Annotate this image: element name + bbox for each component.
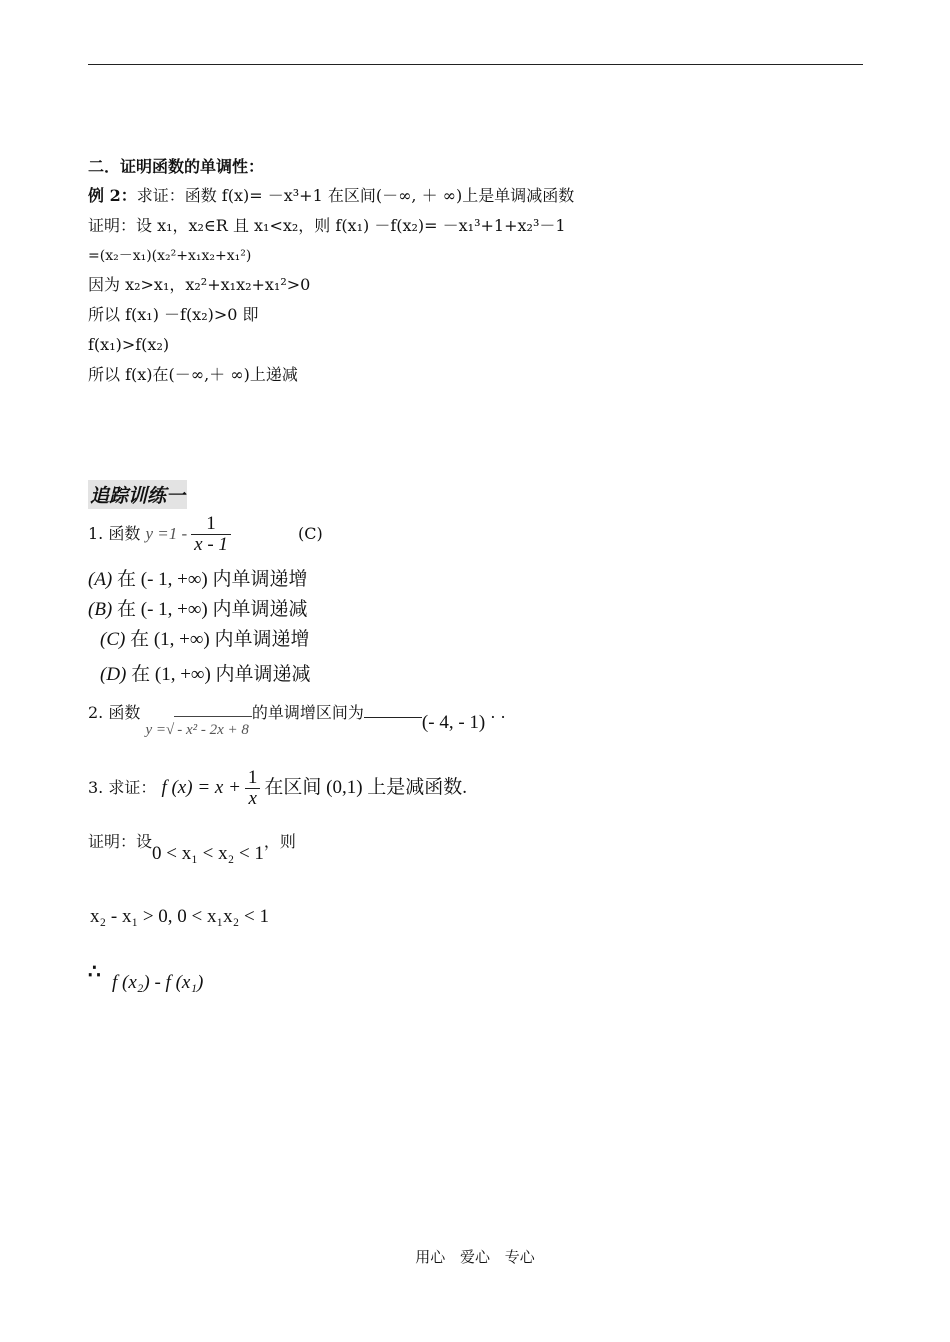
q3-suffix: 在区间 (0,1) 上是减函数. <box>264 777 468 798</box>
q1-option-a <box>88 569 308 591</box>
header-rule <box>88 64 863 65</box>
footer-word: 用心 <box>415 1248 446 1266</box>
q2-prefix: 2. 函数 <box>88 703 141 722</box>
q3-frac-num: 1 <box>247 767 258 788</box>
proof-prefix: 证明：设 <box>88 832 153 851</box>
q3-proof-line-2: x₂ - x₁ > 0, 0 < x₁x₂ < 1 <box>90 906 269 927</box>
option-label: (C) <box>100 629 126 650</box>
q1-option-b <box>88 599 308 621</box>
proof-line: 证明：设 x₁，x₂∈R 且 x₁<x₂，则 f(x₁) －f(x₂)= －x₁³+1+x₂³－1 <box>88 216 566 235</box>
proof-line: 因为 x₂>x₁，x₂²+x₁x₂+x₁²>0 <box>88 275 311 294</box>
q1-prefix: 1. 函数 <box>88 524 141 543</box>
q3-formula-lhs: f (x) = x + <box>161 777 241 798</box>
option-text: 在 (- 1, +∞) 内单调递减 <box>117 599 308 620</box>
q3-prefix: 3. 求证： <box>88 778 157 797</box>
therefore-symbol: ∴ <box>88 959 101 983</box>
q2-blank <box>364 703 422 718</box>
option-text: 在 (1, +∞) 内单调递减 <box>131 664 311 685</box>
footer-word: 爱心 <box>459 1248 490 1266</box>
q2-formula-lhs: y = <box>145 722 166 738</box>
section-title: 二．证明函数的单调性： <box>88 157 265 176</box>
q1-option-d <box>100 664 311 686</box>
example-2 <box>88 185 574 207</box>
q2-answer: (- 4, - 1) <box>421 712 486 733</box>
option-label: (A) <box>88 569 113 590</box>
option-text: 在 (1, +∞) 内单调递增 <box>130 629 310 650</box>
proof-line: 所以 f(x)在(－∞,＋ ∞)上递减 <box>88 365 298 384</box>
q1-frac-den: x - 1 <box>191 534 231 555</box>
q1-formula-lhs: y =1 - <box>145 524 188 543</box>
proof-line: 所以 f(x₁) －f(x₂)>0 即 <box>88 305 259 324</box>
example-label: 例 2： <box>88 186 137 205</box>
q1-answer: (C) <box>298 524 323 543</box>
training-heading: 追踪训练一 <box>88 480 187 509</box>
proof-line: f(x₁)>f(x₂) <box>88 335 170 354</box>
option-label: (B) <box>88 599 113 620</box>
proof-line: =(x₂－x₁)(x₂²+x₁x₂+x₁²) <box>88 248 252 264</box>
q2-trail: . . <box>490 703 506 722</box>
q3-frac-den: x <box>245 788 261 809</box>
question-1 <box>88 514 323 555</box>
q3-proof-line-1 <box>88 830 296 864</box>
option-text: 在 (- 1, +∞) 内单调递增 <box>117 569 308 590</box>
q2-suffix: 的单调增区间为 <box>251 703 364 722</box>
q3-fraction <box>245 768 261 809</box>
q1-option-c <box>100 629 310 651</box>
q1-frac-num: 1 <box>206 513 216 534</box>
q2-formula: y =√ - x² - 2x + 8 <box>145 722 251 738</box>
proof-math-1: 0 < x₁ < x₂ < 1 <box>152 843 264 864</box>
example-text: 求证：函数 f(x)= －x³+1 在区间(－∞, ＋ ∞)上是单调减函数 <box>136 186 575 205</box>
option-label: (D) <box>100 664 127 685</box>
question-2 <box>88 700 506 738</box>
q1-fraction <box>191 514 231 555</box>
footer-word: 专心 <box>504 1248 535 1266</box>
q3-proof-line-3: f (x₂) - f (x₁) <box>112 972 204 993</box>
proof-suffix: ，则 <box>263 832 296 851</box>
q2-radicand: - x² - 2x + 8 <box>174 716 252 743</box>
page-footer <box>0 1246 950 1267</box>
question-3 <box>88 764 467 812</box>
